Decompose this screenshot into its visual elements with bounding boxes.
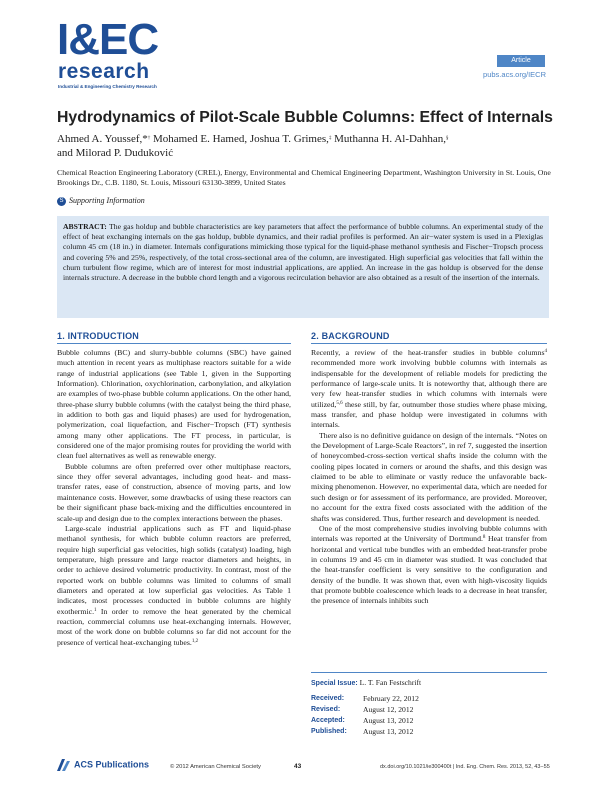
page-number: 43: [294, 763, 302, 770]
author-aldahhan: Muthanna H. Al-Dahhan,: [331, 133, 446, 145]
doi-citation[interactable]: dx.doi.org/10.1021/ie300400t | Ind. Eng. Chem. Res. 2013, 52, 43−55: [380, 764, 550, 770]
column-right: [311, 348, 547, 607]
column-left: [57, 348, 291, 648]
dates-table: [311, 693, 419, 737]
paragraph: [311, 524, 547, 607]
date-value: August 13, 2012: [363, 727, 414, 736]
article-history: [311, 672, 547, 737]
affil-mark: §: [445, 136, 449, 141]
special-issue-value: L. T. Fan Festschrift: [359, 678, 422, 687]
journal-url-link[interactable]: pubs.acs.org/IECR: [483, 70, 546, 79]
supporting-info-icon: S: [57, 197, 66, 206]
author-first: Ahmed A. Youssef,*: [57, 133, 148, 145]
date-row: [311, 693, 419, 704]
date-label: Accepted:: [311, 717, 345, 724]
section-heading-background: 2. BACKGROUND: [311, 331, 547, 344]
paragraph: Bubble columns are often preferred over other multiphase reactors, since they offer several advantages, including good heat- and mass-transfer rates, ease of construction, absence of moving parts, and low maintenance costs. However, some drawbacks of using these reactors can be their significant phase back-mixing and the difficulties encountered in scale-up and design due to the complex interactions between the phases.: [57, 461, 291, 523]
paper-title: Hydrodynamics of Pilot-Scale Bubble Columns: Effect of Internals: [57, 109, 553, 126]
abstract-label: ABSTRACT:: [63, 222, 107, 231]
journal-logo-subtitle: Industrial & Engineering Chemistry Research: [58, 84, 157, 89]
paragraph-text: these still, by far, outnumber those studies where phase mixing, mass transfer, and phase holdup were investigated in columns with internals.: [311, 399, 547, 430]
date-value: August 13, 2012: [363, 716, 414, 725]
affil-mark: †: [147, 136, 151, 141]
abstract: [57, 216, 549, 318]
paragraph-text: Recently, a review of the heat-transfer studies in bubble columns: [311, 348, 545, 357]
date-label: Received:: [311, 695, 345, 702]
date-label: Revised:: [311, 706, 341, 713]
citation-ref[interactable]: 8: [482, 535, 486, 541]
date-row: [311, 704, 419, 715]
journal-logo: I&EC: [57, 15, 159, 64]
paragraph: There also is no definitive guidance on design of the internals. “Notes on the Development of Large-Scale Reactors”, in ref 7, suggested the insertion of honeycombed-cross-section vertical shafts inside the column with the cooling pipes located in corners or around the shafts, and this design was claimed to be able to eliminate or vastly reduce the unfavorable back-mixing phenomenon. However, no experimental data, which are needed for such design or for assessment of its performance, are provided. Moreover, no account for the extra fixed costs associated with the addition of the shafts was considered. Thus, further research and development is needed.: [311, 430, 547, 523]
citation-ref[interactable]: 1,2: [191, 638, 199, 644]
date-value: February 22, 2012: [363, 694, 419, 703]
affiliation: Chemical Reaction Engineering Laboratory (CREL), Energy, Environmental and Chemical Engineering Department, Washington University in St. Louis, One Brookings Dr., C.B. 1180, St. Louis, Missouri 63130-3899, United States: [57, 168, 551, 187]
citation-ref[interactable]: 4: [544, 349, 547, 354]
article-type-badge: Article: [497, 55, 545, 67]
paragraph-text: In order to remove the heat generated by the chemical reaction, commercial columns use heat-exchanging internals. However, most of the work done on bubble columns so far did not account for the presence of vertical heat-exchanging tubes.: [57, 606, 291, 647]
publisher-name: ACS Publications: [74, 759, 150, 770]
author-middle: Mohamed E. Hamed, Joshua T. Grimes,: [150, 133, 329, 145]
date-label: Published:: [311, 728, 347, 735]
acs-logo-icon: [57, 759, 71, 771]
journal-logo-research: research: [58, 60, 150, 83]
date-row: [311, 715, 419, 726]
paragraph-text: recommended more work involving bubble columns with internals as indispensable for the development of reliable models for predicting the performance of large-scale units. It is noteworthy that, although there are very few heat-transfer studies in which columns with internals were utilized,: [311, 358, 547, 409]
date-value: August 12, 2012: [363, 705, 414, 714]
paragraph-text: One of the most comprehensive studies involving bubble columns with internals was reported at the University of Dortmund.: [311, 523, 547, 544]
citation-ref[interactable]: 5,6: [336, 400, 343, 406]
date-row: [311, 726, 419, 737]
publisher-logo[interactable]: [57, 759, 149, 771]
section-heading-introduction: 1. INTRODUCTION: [57, 331, 291, 344]
affil-mark: ‡: [328, 136, 332, 141]
paragraph: Bubble columns (BC) and slurry-bubble columns (SBC) have gained much attention in recent years as multiphase reactors suitable for a wide range of industrial applications (see Table 1, given in the Supporting Information). Chlorination, oxychlorination, carbonylation, and alkylation are examples of two-phase bubble column applications. On the other hand, three-phase slurry bubble columns (with the catalyst being the third phase, in addition to both gas and liquid phases) are used for hydrogenation, polymerization, coal liquefaction, and Fischer−Tropsch (FT) synthesis among many other applications. The FT process, in particular, is considered one of the major promising routes for providing the world with clean fuel alternatives as well as renewable energy.: [57, 348, 291, 461]
author-list: [57, 132, 557, 160]
citation-ref[interactable]: 1: [94, 607, 97, 613]
supporting-info-label: Supporting Information: [69, 196, 145, 205]
abstract-text: The gas holdup and bubble characteristics are key parameters that affect the performance of bubble columns. An experimental study of the effect of heat exchanging internals on the gas holdup, bubble dynamics, and their radial profiles is performed. An air−water system is used in a Plexiglas column 45 cm (18 in.) in diameter. Internals configurations mimicking those typical for the liquid-phase methanol synthesis and Fischer−Tropsch process and covering 5% and 25%, respectively, of the total cross-sectional area of the column, are investigated. High superficial gas velocities that fall within the churn turbulent flow regime, which are of interest for most industrial applications, are applied. An increase in the gas holdup is observed for the dense internals structure. A decrease in the bubble chord length and a vigorous recirculation behavior are also obtained as a result of the insertion of the internals.: [63, 222, 543, 283]
author-last: and Milorad P. Duduković: [57, 147, 174, 159]
paragraph-text: Large-scale industrial applications such as FT and liquid-phase methanol synthesis, for which bubble column reactors are preferred, require high superficial gas velocities, high solids (catalyst) loading, high temperature, high pressure and large reactor diameters and heights, in order to achieve desired volumetric productivity. In contrast, most of the reported work on bubble columns was limited to columns of small diameters and operated at low superficial gas velocities. As Table 1 indicates, most processes conducted in bubble columns are highly exothermic.: [57, 523, 291, 616]
paragraph: [57, 524, 291, 648]
paragraph-text: Heat transfer from horizontal and vertical tube bundles with an embedded heat-transfer probe in columns 19 and 45 cm in diameter was studied. It was concluded that the heat-transfer coefficient is very sensitive to the configuration and density of the bundle. It was shown that, even with high-viscosity liquids that promote bubble coalescence which leads to a decrease in heat transfer, the presence of internals inhibits such: [311, 534, 547, 606]
copyright: © 2012 American Chemical Society: [170, 764, 261, 770]
special-issue: [311, 677, 547, 689]
paragraph: [311, 348, 547, 431]
supporting-info-link[interactable]: [57, 196, 145, 206]
special-issue-label: Special Issue:: [311, 680, 358, 687]
